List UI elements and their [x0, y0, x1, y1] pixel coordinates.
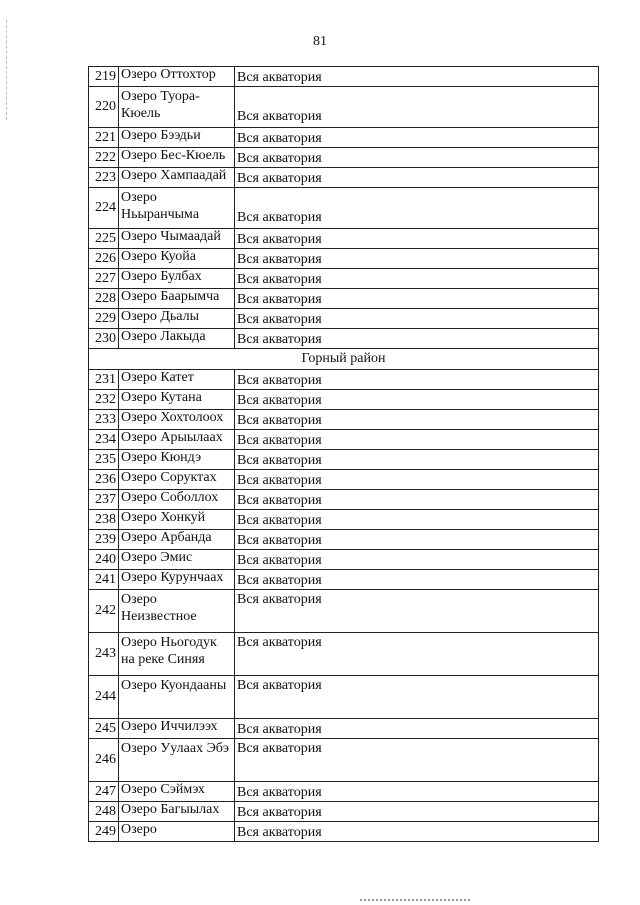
- lake-name: Озеро Катет: [119, 370, 235, 390]
- lake-name: Озеро Хохтолоох: [119, 410, 235, 430]
- water-area: Вся акватория: [235, 329, 599, 349]
- row-number: 225: [89, 229, 119, 249]
- lake-name: Озеро Бээдьи: [119, 128, 235, 148]
- lake-name: Озеро Кутана: [119, 390, 235, 410]
- lake-name: Озеро Бес-Кюель: [119, 148, 235, 168]
- water-area: Вся акватория: [235, 470, 599, 490]
- lake-name: Озеро Туора-Кюель: [119, 87, 235, 128]
- lake-name: Озеро Дьалы: [119, 309, 235, 329]
- water-area: Вся акватория: [235, 87, 599, 128]
- water-area: Вся акватория: [235, 550, 599, 570]
- lake-name: Озеро Уулаах Эбэ: [119, 739, 235, 782]
- water-area: Вся акватория: [235, 802, 599, 822]
- row-number: 220: [89, 87, 119, 128]
- water-area: Вся акватория: [235, 249, 599, 269]
- water-area: Вся акватория: [235, 168, 599, 188]
- row-number: 247: [89, 782, 119, 802]
- water-area: Вся акватория: [235, 430, 599, 450]
- water-area: Вся акватория: [235, 510, 599, 530]
- table-row: [89, 510, 599, 530]
- lakes-table: [88, 66, 599, 842]
- row-number: 219: [89, 67, 119, 87]
- lake-name: Озеро Соболлох: [119, 490, 235, 510]
- table-row: [89, 822, 599, 842]
- row-number: 230: [89, 329, 119, 349]
- water-area: Вся акватория: [235, 490, 599, 510]
- water-area: Вся акватория: [235, 370, 599, 390]
- water-area: Вся акватория: [235, 590, 599, 633]
- row-number: 244: [89, 676, 119, 719]
- table-row: [89, 390, 599, 410]
- water-area: Вся акватория: [235, 676, 599, 719]
- water-area: Вся акватория: [235, 782, 599, 802]
- row-number: 237: [89, 490, 119, 510]
- row-number: 232: [89, 390, 119, 410]
- water-area: Вся акватория: [235, 450, 599, 470]
- lake-name: Озеро Ньогодук на реке Синяя: [119, 633, 235, 676]
- lake-name: Озеро Кюндэ: [119, 450, 235, 470]
- lake-name: Озеро Баарымча: [119, 289, 235, 309]
- table-row: [89, 289, 599, 309]
- table-row: [89, 410, 599, 430]
- lake-name: Озеро Курунчаах: [119, 570, 235, 590]
- row-number: 233: [89, 410, 119, 430]
- water-area: Вся акватория: [235, 188, 599, 229]
- lakes-table-wrapper: [88, 66, 598, 842]
- table-row: [89, 309, 599, 329]
- row-number: 223: [89, 168, 119, 188]
- row-number: 229: [89, 309, 119, 329]
- water-area: Вся акватория: [235, 822, 599, 842]
- row-number: 228: [89, 289, 119, 309]
- table-row: [89, 329, 599, 349]
- table-row: [89, 530, 599, 550]
- lake-name: Озеро: [119, 822, 235, 842]
- row-number: 239: [89, 530, 119, 550]
- water-area: Вся акватория: [235, 289, 599, 309]
- water-area: Вся акватория: [235, 719, 599, 739]
- lake-name: Озеро Багыылах: [119, 802, 235, 822]
- row-number: 236: [89, 470, 119, 490]
- row-number: 234: [89, 430, 119, 450]
- table-row: [89, 249, 599, 269]
- table-row: [89, 590, 599, 633]
- lake-name: Озеро Сэймэх: [119, 782, 235, 802]
- table-row: [89, 269, 599, 289]
- table-row: [89, 676, 599, 719]
- row-number: 238: [89, 510, 119, 530]
- row-number: 231: [89, 370, 119, 390]
- table-row: [89, 128, 599, 148]
- table-row: [89, 148, 599, 168]
- water-area: Вся акватория: [235, 309, 599, 329]
- table-row: [89, 719, 599, 739]
- lake-name: Озеро Лакыда: [119, 329, 235, 349]
- table-row: [89, 430, 599, 450]
- table-row: [89, 633, 599, 676]
- table-row: [89, 229, 599, 249]
- table-row: [89, 188, 599, 229]
- lake-name: Озеро Эмис: [119, 550, 235, 570]
- row-number: 245: [89, 719, 119, 739]
- table-row: [89, 67, 599, 87]
- table-row: [89, 550, 599, 570]
- water-area: Вся акватория: [235, 530, 599, 550]
- lake-name: Озеро Оттохтор: [119, 67, 235, 87]
- row-number: 226: [89, 249, 119, 269]
- row-number: 235: [89, 450, 119, 470]
- scan-artifact: [360, 899, 470, 904]
- water-area: Вся акватория: [235, 570, 599, 590]
- water-area: Вся акватория: [235, 67, 599, 87]
- lake-name: Озеро Ньыранчыма: [119, 188, 235, 229]
- lake-name: Озеро Куойа: [119, 249, 235, 269]
- row-number: 222: [89, 148, 119, 168]
- table-row: [89, 450, 599, 470]
- table-row: [89, 782, 599, 802]
- lake-name: Озеро Неизвестное: [119, 590, 235, 633]
- table-row: [89, 490, 599, 510]
- row-number: 241: [89, 570, 119, 590]
- table-row: [89, 168, 599, 188]
- water-area: Вся акватория: [235, 390, 599, 410]
- water-area: Вся акватория: [235, 739, 599, 782]
- lake-name: Озеро Куондааны: [119, 676, 235, 719]
- row-number: 240: [89, 550, 119, 570]
- lake-name: Озеро Арыылаах: [119, 430, 235, 450]
- water-area: Вся акватория: [235, 229, 599, 249]
- lake-name: Озеро Соруктах: [119, 470, 235, 490]
- row-number: 227: [89, 269, 119, 289]
- row-number: 224: [89, 188, 119, 229]
- table-row: [89, 370, 599, 390]
- section-title: Горный район: [89, 349, 599, 370]
- table-row: [89, 470, 599, 490]
- row-number: 242: [89, 590, 119, 633]
- water-area: Вся акватория: [235, 633, 599, 676]
- table-row: [89, 570, 599, 590]
- lake-name: Озеро Арбанда: [119, 530, 235, 550]
- row-number: 243: [89, 633, 119, 676]
- page-number: 81: [313, 34, 327, 49]
- lake-name: Озеро Чымаадай: [119, 229, 235, 249]
- row-number: 246: [89, 739, 119, 782]
- row-number: 248: [89, 802, 119, 822]
- water-area: Вся акватория: [235, 148, 599, 168]
- water-area: Вся акватория: [235, 410, 599, 430]
- water-area: Вся акватория: [235, 269, 599, 289]
- row-number: 249: [89, 822, 119, 842]
- lakes-rows-part-2: [89, 370, 599, 842]
- water-area: Вся акватория: [235, 128, 599, 148]
- row-number: 221: [89, 128, 119, 148]
- lakes-rows-part-1: [89, 67, 599, 349]
- lake-name: Озеро Булбах: [119, 269, 235, 289]
- section-header-group: [89, 349, 599, 370]
- lake-name: Озеро Хампаадай: [119, 168, 235, 188]
- table-row: [89, 739, 599, 782]
- table-row: [89, 87, 599, 128]
- section-row: [89, 349, 599, 370]
- lake-name: Озеро Хонкуй: [119, 510, 235, 530]
- table-row: [89, 802, 599, 822]
- lake-name: Озеро Иччилээх: [119, 719, 235, 739]
